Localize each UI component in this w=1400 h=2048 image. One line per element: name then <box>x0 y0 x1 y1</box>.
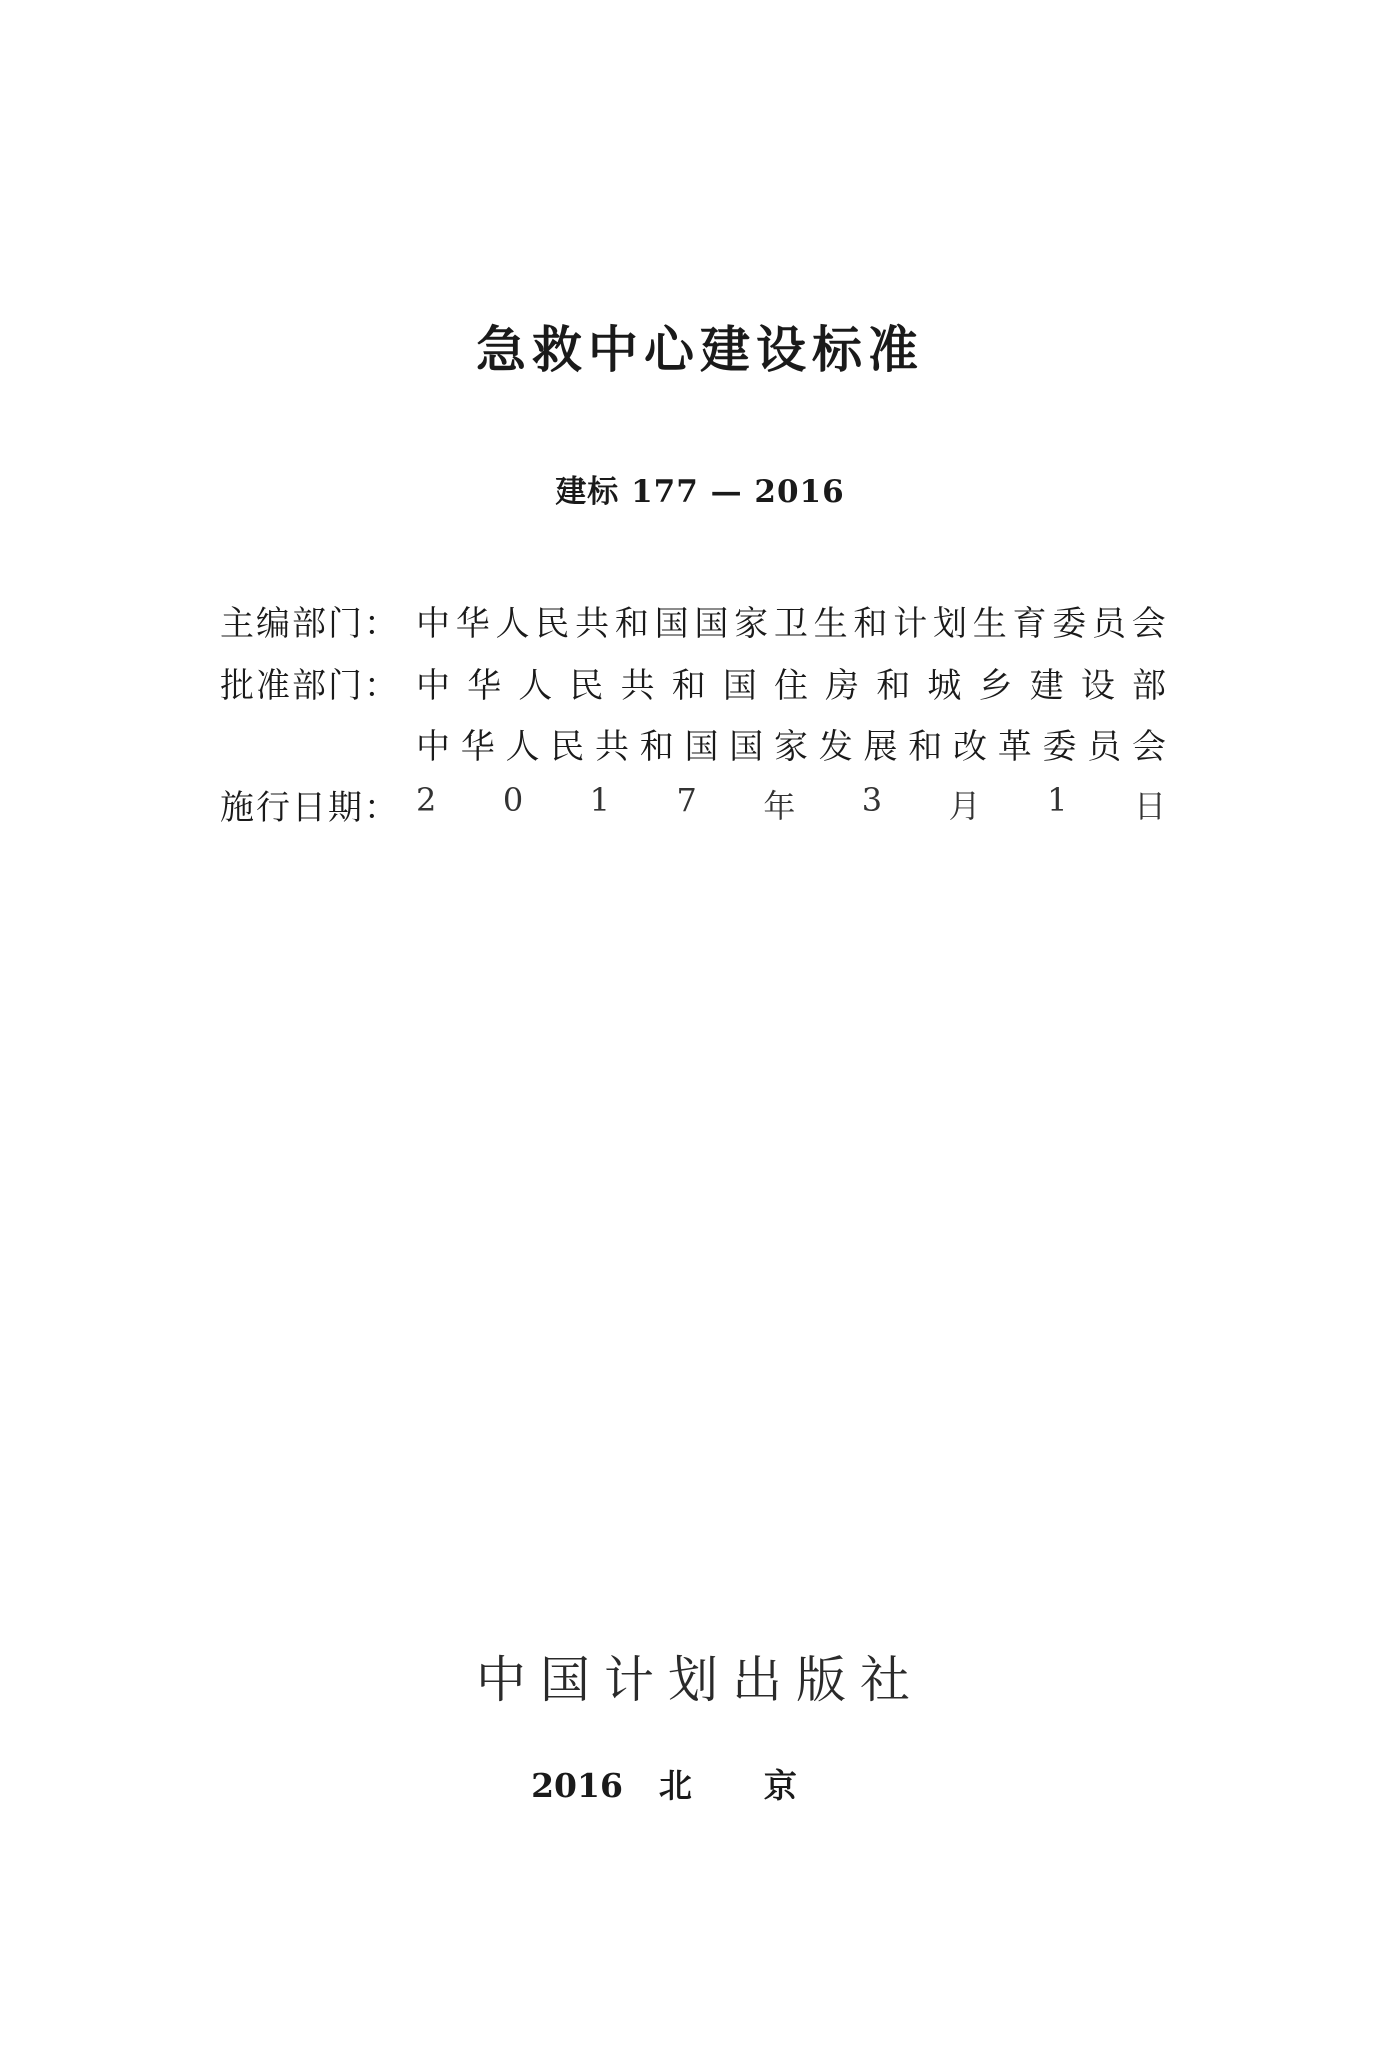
char: 卫 <box>773 603 808 644</box>
char: 家 <box>734 603 769 644</box>
char: 国 <box>722 665 757 706</box>
char: 1 <box>1047 781 1068 819</box>
char: 划 <box>932 603 967 644</box>
char: 1 <box>589 781 611 819</box>
char: 年 <box>763 787 796 825</box>
date-row <box>220 779 1166 829</box>
char: 员 <box>1092 603 1127 644</box>
char: 华 <box>467 665 502 706</box>
char: 7 <box>676 781 697 819</box>
char: 2 <box>416 781 437 819</box>
approver-label: 批准部门： <box>220 665 400 706</box>
char: 改 <box>953 726 987 767</box>
publication-place <box>0 1760 1400 1807</box>
char: 委 <box>1042 726 1077 767</box>
char: 国 <box>729 726 764 767</box>
char: 家 <box>774 726 808 767</box>
char: 0 <box>502 781 524 819</box>
char: 和 <box>876 665 911 706</box>
char: 委 <box>1052 603 1087 644</box>
char: 计 <box>893 603 928 644</box>
char: 民 <box>569 665 604 706</box>
char: 共 <box>595 726 629 767</box>
char: 月 <box>948 787 981 825</box>
char: 革 <box>997 726 1032 767</box>
char: 日 <box>1133 787 1166 825</box>
char: 展 <box>863 726 898 767</box>
date-label: 施行日期： <box>220 787 400 828</box>
publication-year: 2016 <box>531 1766 623 1805</box>
char: 华 <box>455 603 490 644</box>
char: 国 <box>684 726 719 767</box>
char: 房 <box>825 665 860 706</box>
char: 设 <box>1080 665 1115 706</box>
approver-value-1 <box>416 658 1166 707</box>
document-title: 急救中心建设标准 <box>476 321 924 379</box>
char: 共 <box>575 603 610 644</box>
char: 华 <box>460 726 495 767</box>
char: 会 <box>1132 726 1166 767</box>
char: 国 <box>654 603 689 644</box>
char: 和 <box>908 726 943 767</box>
char: 国 <box>694 603 729 644</box>
char: 共 <box>620 665 655 706</box>
publisher-name: 中国计划出版社 <box>476 1651 924 1709</box>
char: 乡 <box>978 665 1013 706</box>
char: 人 <box>505 726 540 767</box>
editor-value <box>416 596 1166 645</box>
char: 中 <box>416 726 450 767</box>
char: 和 <box>671 665 706 706</box>
char: 民 <box>535 603 570 644</box>
editor-row <box>220 595 1166 645</box>
char: 会 <box>1131 603 1166 644</box>
char: 部 <box>1131 665 1166 706</box>
char: 建 <box>1029 665 1064 706</box>
char: 和 <box>853 603 888 644</box>
char: 中 <box>416 603 450 644</box>
standard-code: 建标 177 — 2016 <box>555 474 845 510</box>
char: 住 <box>773 665 808 706</box>
char: 员 <box>1087 726 1122 767</box>
char: 3 <box>861 781 883 819</box>
editor-label: 主编部门： <box>220 603 400 644</box>
char: 和 <box>639 726 674 767</box>
approver-row <box>220 657 1166 707</box>
char: 和 <box>614 603 649 644</box>
char: 民 <box>550 726 585 767</box>
char: 生 <box>813 603 848 644</box>
char: 人 <box>495 603 530 644</box>
approver-value-2 <box>416 719 1166 768</box>
char: 城 <box>927 665 962 706</box>
char: 发 <box>818 726 853 767</box>
char: 生 <box>972 603 1007 644</box>
publication-city: 北京 <box>658 1766 869 1805</box>
char: 人 <box>518 665 553 706</box>
effective-date-value <box>416 781 1166 827</box>
char: 育 <box>1012 603 1047 644</box>
char: 中 <box>416 665 450 706</box>
